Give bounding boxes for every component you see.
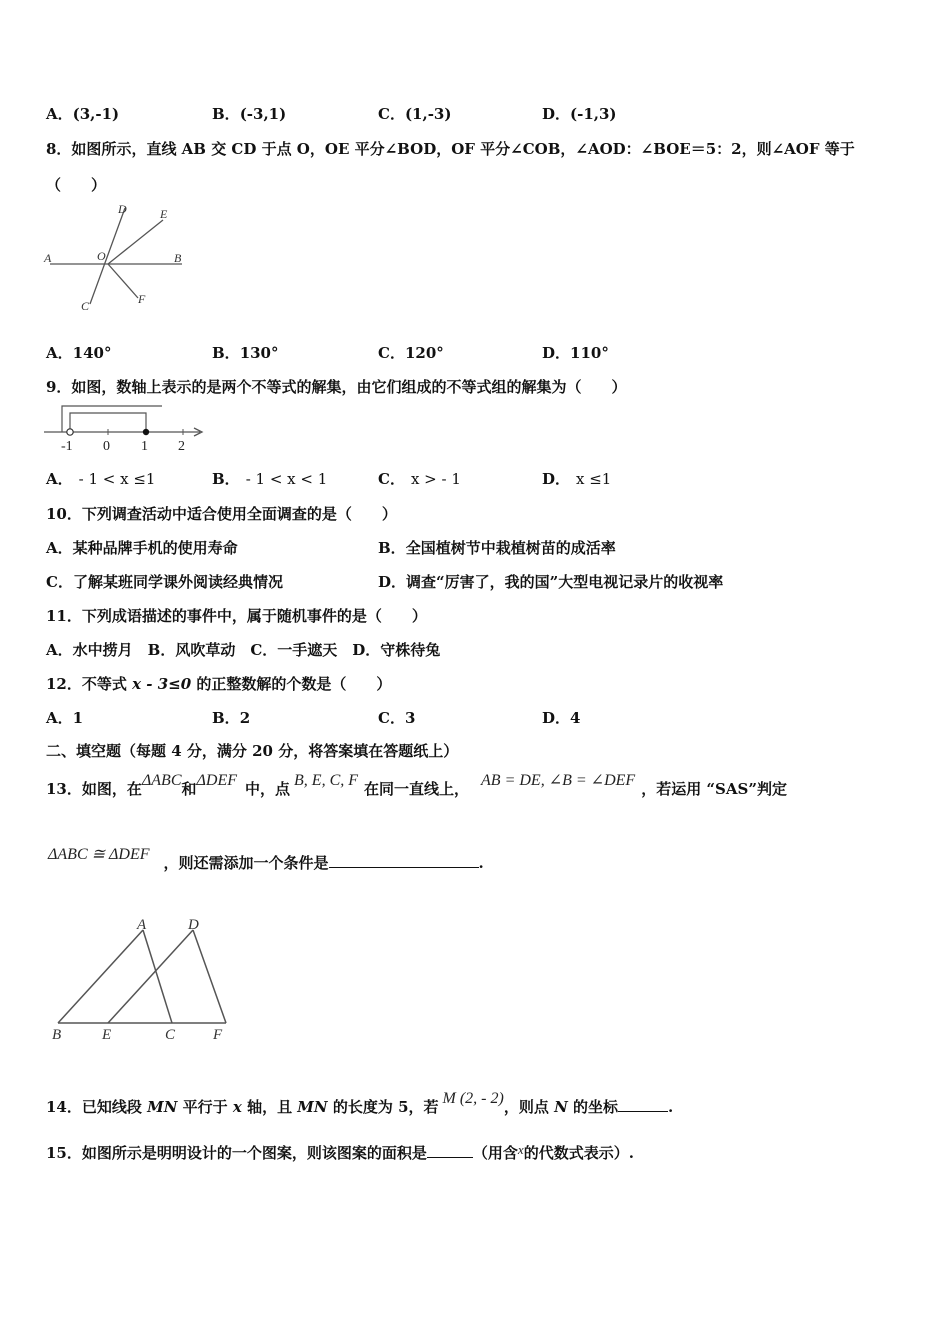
label-a: A xyxy=(44,251,52,265)
q13-math-def: ΔDEF xyxy=(196,772,237,789)
q14-answer-blank[interactable] xyxy=(618,1097,668,1112)
q8-option-a: A．140° xyxy=(46,344,112,362)
q10-option-d: D．调查“厉害了，我的国”大型电视记录片的收视率 xyxy=(378,573,724,591)
q8-figure xyxy=(40,200,200,315)
label-d: D xyxy=(118,202,127,216)
q8-option-c: C．120° xyxy=(378,344,444,362)
side-df xyxy=(193,930,226,1023)
q10-stem: 10．下列调查活动中适合使用全面调查的是（ ） xyxy=(46,505,397,523)
q12-option-d: D．4 xyxy=(542,709,581,727)
solution-bracket-1 xyxy=(62,406,162,432)
q7-option-b: B．(-3,1) xyxy=(212,105,287,123)
q13-math-points: B, E, C, F xyxy=(294,772,359,789)
q12-option-a: A．1 xyxy=(46,709,84,727)
q13-line2: ΔABC ≅ ΔDEF ，则还需添加一个条件是 . xyxy=(48,846,484,872)
tick-label-2: 2 xyxy=(178,439,185,454)
q9-option-c: C． x > - 1 xyxy=(378,470,461,488)
q14-line: 14．已知线段 MN 平行于 x 轴，且 MN 的长度为 5，若 M (2, - 2)，则点 N 的坐标 . xyxy=(46,1090,674,1116)
ray-of xyxy=(108,264,138,298)
q12-option-b: B．2 xyxy=(212,709,251,727)
q9-option-a: A． - 1 < x ≤1 xyxy=(46,470,156,488)
q10-option-b: B．全国植树节中栽植树苗的成活率 xyxy=(378,539,616,557)
q12-option-c: C．3 xyxy=(378,709,416,727)
tick-label-1: 1 xyxy=(141,439,148,454)
q8-stem: 8．如图所示，直线 AB 交 CD 于点 O，OE 平分∠BOD，OF 平分∠COB，∠AOD：∠BOE＝5：2，则∠AOF 等于 xyxy=(46,140,855,158)
q9-number-line xyxy=(40,402,215,454)
closed-point-1 xyxy=(143,429,149,435)
q11-options: A．水中捞月 B．风吹草动 C．一手遮天 D．守株待兔 xyxy=(46,641,441,659)
q11-stem: 11．下列成语描述的事件中，属于随机事件的是（ ） xyxy=(46,607,427,625)
q13-answer-blank[interactable] xyxy=(329,853,479,868)
label-e: E xyxy=(160,207,168,221)
tick-label-0: 0 xyxy=(103,439,110,454)
label-c: C xyxy=(81,299,90,313)
q15-line: 15．如图所示是明明设计的一个图案，则该图案的面积是 （用含x的代数式表示）. xyxy=(46,1142,634,1162)
line-cd xyxy=(90,208,125,304)
label-f: F xyxy=(213,1027,223,1043)
q7-option-d: D．(-1,3) xyxy=(542,105,617,123)
ray-oe xyxy=(108,220,163,264)
q7-option-a: A．(3,-1) xyxy=(46,105,120,123)
q13-line1: 13．如图，在ΔABC和ΔDEF 中，点 B, E, C, F 在同一直线上， AB = DE, ∠B = ∠DEF ，若运用 “SAS”判定 xyxy=(46,772,787,798)
q13-math-abc: ΔABC xyxy=(141,772,182,789)
label-c: C xyxy=(165,1027,176,1043)
label-e: E xyxy=(102,1027,112,1043)
q13-math-congruent: ΔABC ≅ ΔDEF xyxy=(48,846,150,863)
q7-option-c: C．(1,-3) xyxy=(378,105,452,123)
label-b: B xyxy=(52,1027,62,1043)
q13-figure xyxy=(46,912,236,1047)
label-b: B xyxy=(174,251,182,265)
q12-stem: 12．不等式 x - 3≤0 的正整数解的个数是（ ） xyxy=(46,675,392,693)
tick-label-neg1: -1 xyxy=(61,439,73,454)
label-d: D xyxy=(188,917,199,933)
side-ac xyxy=(143,930,172,1023)
q9-stem: 9．如图，数轴上表示的是两个不等式的解集，由它们组成的不等式组的解集为（ ） xyxy=(46,378,627,396)
q8-paren: （ ） xyxy=(46,176,107,194)
side-ed xyxy=(108,930,193,1023)
label-f: F xyxy=(138,292,146,306)
q15-math-x: x xyxy=(517,1142,524,1157)
q14-math-m: M (2, - 2) xyxy=(442,1090,504,1107)
q15-answer-blank[interactable] xyxy=(427,1143,473,1158)
label-a: A xyxy=(137,917,147,933)
label-o: O xyxy=(97,249,106,263)
q13-math-conditions: AB = DE, ∠B = ∠DEF xyxy=(481,772,636,789)
side-ba xyxy=(58,930,143,1023)
open-point-neg1 xyxy=(67,429,73,435)
q8-option-d: D．110° xyxy=(542,344,609,362)
q10-option-c: C．了解某班同学课外阅读经典情况 xyxy=(46,573,283,591)
q8-option-b: B．130° xyxy=(212,344,279,362)
q10-option-a: A．某种品牌手机的使用寿命 xyxy=(46,539,238,557)
section2-heading: 二、填空题（每题 4 分，满分 20 分，将答案填在答题纸上） xyxy=(46,742,459,760)
q9-option-d: D． x ≤1 xyxy=(542,470,612,488)
q9-option-b: B． - 1 < x < 1 xyxy=(212,470,328,488)
